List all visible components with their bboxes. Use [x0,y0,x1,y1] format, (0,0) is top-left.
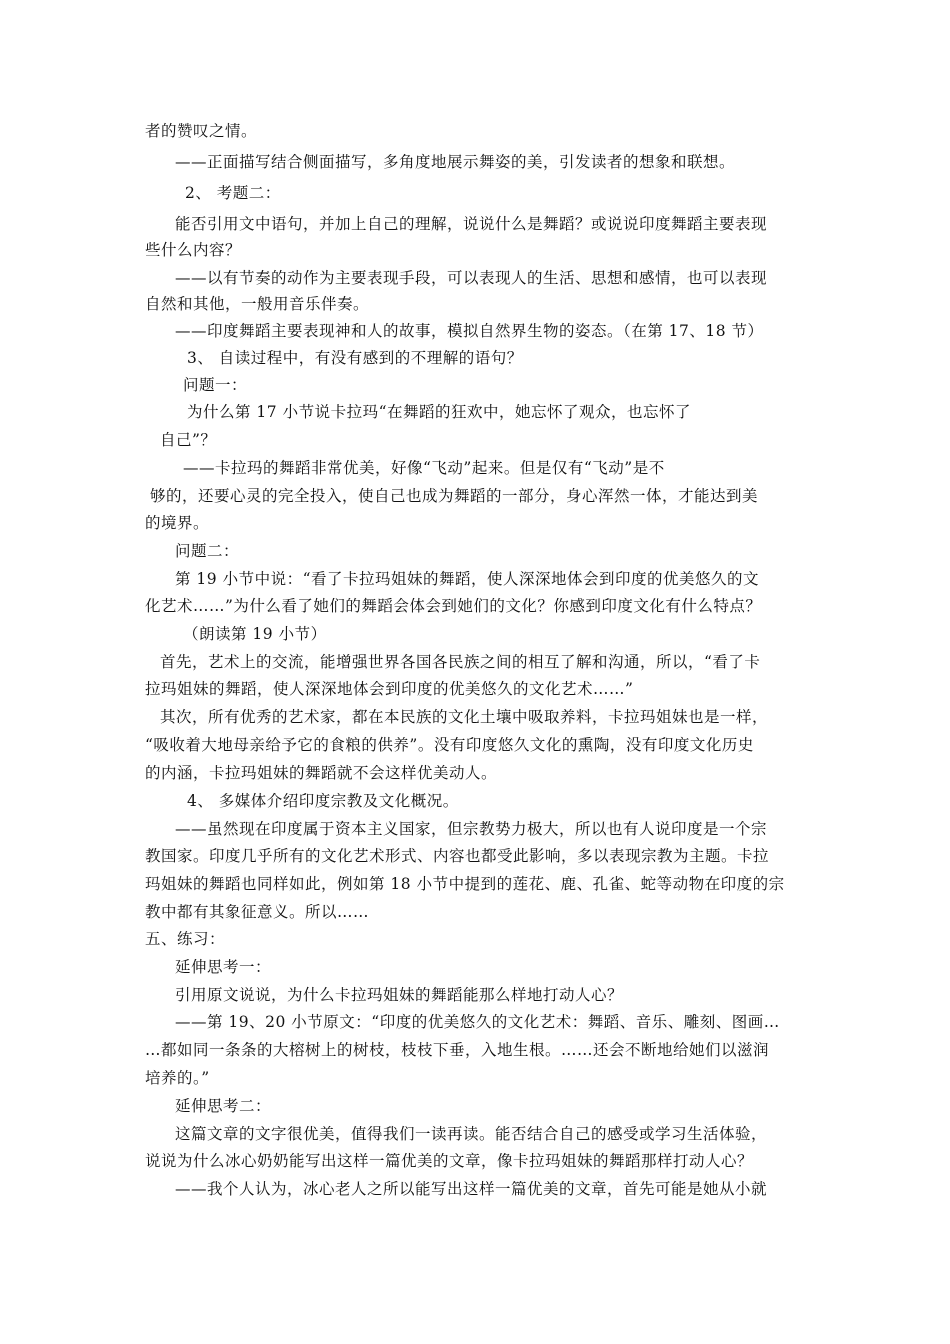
text-line: 的境界。 [145,514,210,532]
text-line: 自然和其他，一般用音乐伴奏。 [145,295,370,313]
text-line: ——以有节奏的动作为主要表现手段，可以表现人的生活、思想和感情，也可以表现 [175,269,768,287]
text-line: 引用原文说说，为什么卡拉玛姐妹的舞蹈能那么样地打动人心？ [175,986,624,1004]
text-line: 2、 考题二： [185,184,281,202]
text-line: 些什么内容？ [145,241,242,259]
text-line: “吸收着大地母亲给予它的食粮的供养”。没有印度悠久文化的熏陶，没有印度文化历史 [145,736,754,754]
text-line: 教国家。印度几乎所有的文化艺术形式、内容也都受此影响，多以表现宗教为主题。卡拉 [145,847,770,865]
text-line: ——我个人认为，冰心老人之所以能写出这样一篇优美的文章，首先可能是她从小就 [175,1180,768,1198]
text-line: 这篇文章的文字很优美，值得我们一读再读。能否结合自己的感受或学习生活体验， [175,1125,768,1143]
text-line: 的内涵，卡拉玛姐妹的舞蹈就不会这样优美动人。 [145,764,498,782]
text-line: 3、 自读过程中，有没有感到的不理解的语句？ [187,349,523,367]
text-line: 第 19 小节中说：“看了卡拉玛姐妹的舞蹈，使人深深地体会到印度的优美悠久的文 [175,570,760,588]
text-line: 玛姐妹的舞蹈也同样如此，例如第 18 小节中提到的莲花、鹿、孔雀、蛇等动物在印度的宗 [145,875,785,893]
text-line: 问题一： [183,376,248,394]
text-line: 4、 多媒体介绍印度宗教及文化概况。 [187,792,459,810]
text-line: 培养的。” [145,1069,210,1087]
text-line: ——第 19、20 小节原文：“印度的优美悠久的文化艺术：舞蹈、音乐、雕刻、图画… [175,1013,780,1031]
text-line: 问题二： [175,542,240,560]
text-line: （朗读第 19 小节） [183,625,327,643]
text-line: 化艺术……”为什么看了她们的舞蹈会体会到她们的文化？你感到印度文化有什么特点？ [145,597,762,615]
text-line: 为什么第 17 小节说卡拉玛“在舞蹈的狂欢中，她忘怀了观众，也忘怀了 [187,403,692,421]
text-line: 拉玛姐妹的舞蹈，使人深深地体会到印度的优美悠久的文化艺术……” [145,680,634,698]
text-line: 延伸思考一： [175,958,272,976]
text-line: 自己”？ [160,431,217,449]
text-line: ——印度舞蹈主要表现神和人的故事，模拟自然界生物的姿态。（在第 17、18 节） [175,322,764,340]
text-line: 能否引用文中语句，并加上自己的理解，说说什么是舞蹈？或说说印度舞蹈主要表现 [175,215,768,233]
text-line: 说说为什么冰心奶奶能写出这样一篇优美的文章，像卡拉玛姐妹的舞蹈那样打动人心？ [145,1152,754,1170]
text-line: ——虽然现在印度属于资本主义国家，但宗教势力极大，所以也有人说印度是一个宗 [175,820,768,838]
text-line: …都如同一条条的大榕树上的树枝，枝枝下垂，入地生根。……还会不断地给她们以滋润 [145,1041,770,1059]
text-line: 五、练习： [145,930,226,948]
text-line: 教中都有其象征意义。所以…… [145,903,370,921]
text-line: 延伸思考二： [175,1097,272,1115]
text-line: 够的，还要心灵的完全投入，使自己也成为舞蹈的一部分，身心浑然一体，才能达到美 [150,487,759,505]
text-line: 其次，所有优秀的艺术家，都在本民族的文化土壤中吸取养料，卡拉玛姐妹也是一样， [160,708,769,726]
text-line: ——正面描写结合侧面描写，多角度地展示舞姿的美，引发读者的想象和联想。 [175,153,736,171]
text-line: 首先，艺术上的交流，能增强世界各国各民族之间的相互了解和沟通，所以，“看了卡 [160,653,761,671]
text-line: 者的赞叹之情。 [145,122,258,140]
text-line: ——卡拉玛的舞蹈非常优美，好像“飞动”起来。但是仅有“飞动”是不 [183,459,665,477]
